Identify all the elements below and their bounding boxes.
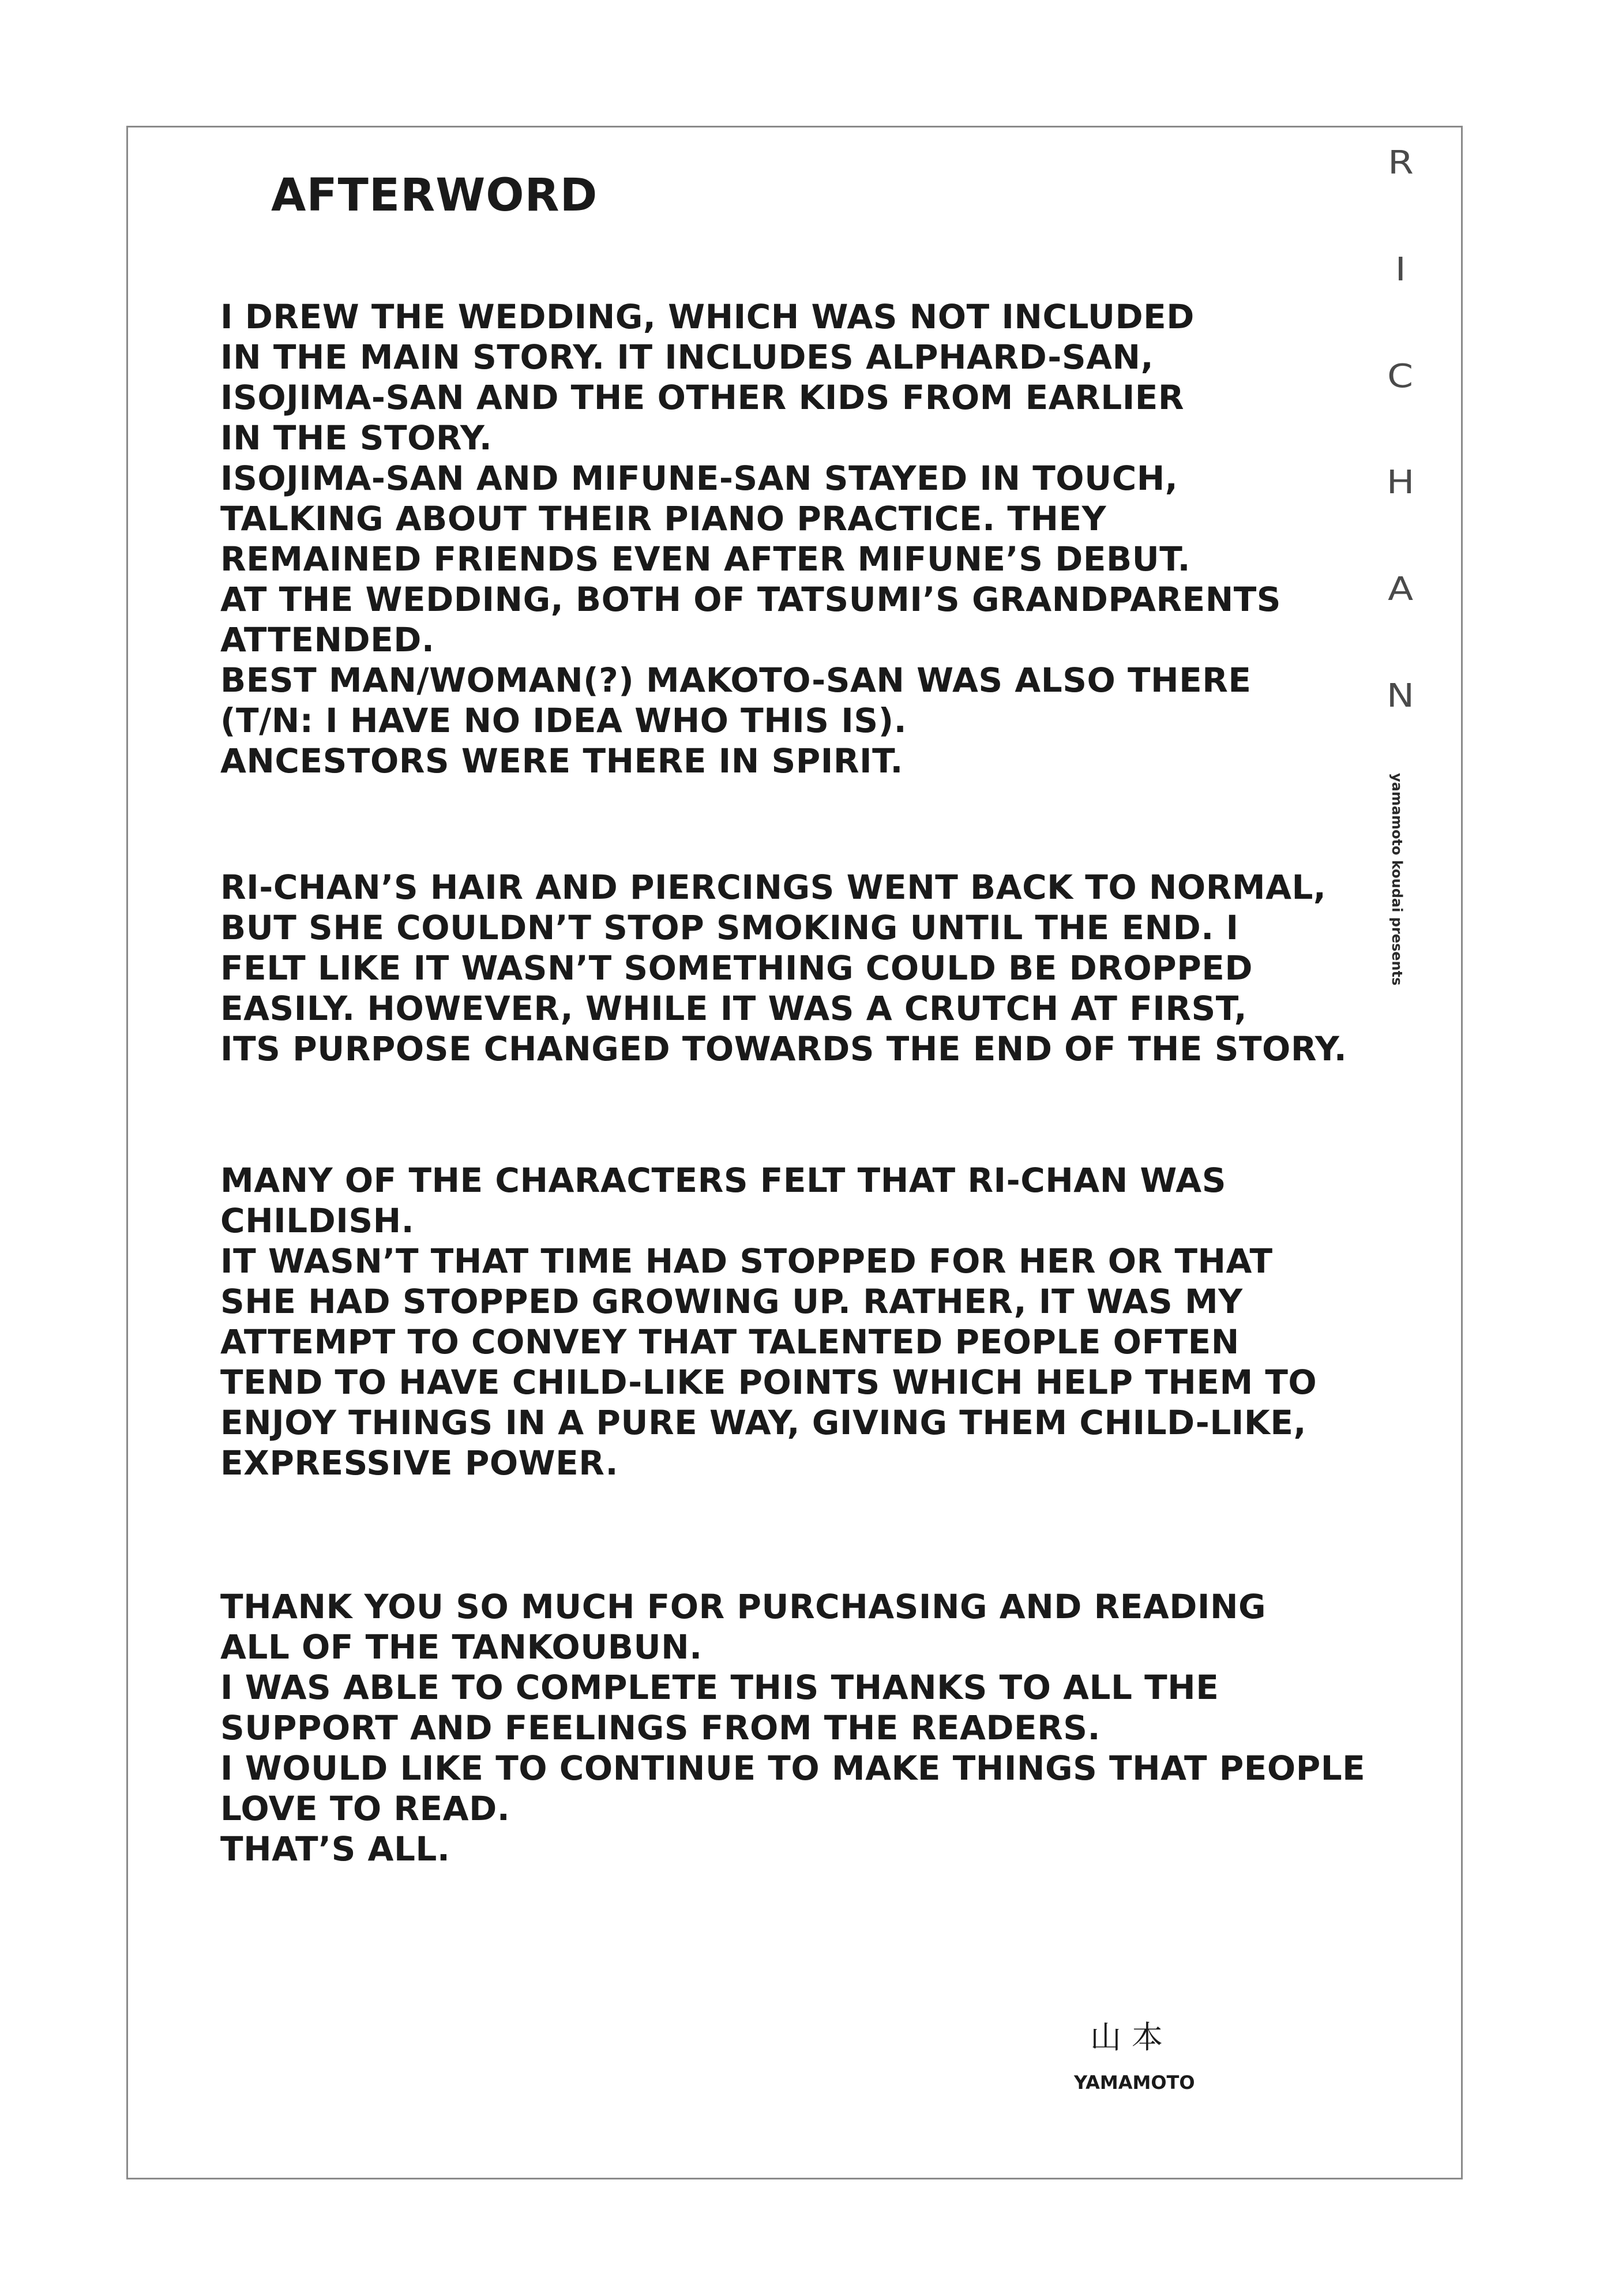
signature-japanese: 山本 [1090,2019,1173,2055]
side-title-letter: N [1386,677,1415,715]
text-line: LOVE TO READ. [220,1789,510,1828]
text-line: EASILY. HOWEVER, WHILE IT WAS A CRUTCH AT FIRST, [220,989,1248,1028]
paragraph-childish [220,1160,1317,1483]
text-line: IT WASN’T THAT TIME HAD STOPPED FOR HER OR THAT [220,1241,1273,1281]
text-line: IN THE STORY. [220,418,493,457]
text-line: (T/N: I HAVE NO IDEA WHO THIS IS). [220,701,907,740]
text-line: RI-CHAN’S HAIR AND PIERCINGS WENT BACK TO NORMAL, [220,868,1327,907]
text-line: REMAINED FRIENDS EVEN AFTER MIFUNE’S DEBUT. [220,539,1191,579]
text-line: THAT’S ALL. [220,1829,450,1869]
text-line: EXPRESSIVE POWER. [220,1443,619,1483]
side-title-letter: I [1395,250,1406,288]
side-title-letter: A [1387,571,1414,609]
text-line: ITS PURPOSE CHANGED TOWARDS THE END OF THE STORY. [220,1029,1347,1068]
text-line: ALL OF THE TANKOUBUN. [220,1627,703,1667]
text-line: IN THE MAIN STORY. IT INCLUDES ALPHARD-SAN, [220,337,1154,377]
text-line: I WOULD LIKE TO CONTINUE TO MAKE THINGS THAT PEOPLE [220,1749,1366,1788]
side-title-letter: R [1387,144,1414,182]
text-line: TALKING ABOUT THEIR PIANO PRACTICE. THEY [220,499,1107,538]
afterword-title: AFTERWORD [271,170,598,222]
text-line: THANK YOU SO MUCH FOR PURCHASING AND READING [220,1587,1267,1626]
text-line: ISOJIMA-SAN AND THE OTHER KIDS FROM EARLIER [220,378,1185,417]
side-title-letter: H [1386,464,1415,502]
signature-romaji: YAMAMOTO [1074,2072,1195,2094]
text-line: AT THE WEDDING, BOTH OF TATSUMI’S GRANDPARENTS [220,580,1282,619]
text-line: ATTEMPT TO CONVEY THAT TALENTED PEOPLE OFTEN [220,1322,1240,1361]
text-line: MANY OF THE CHARACTERS FELT THAT RI-CHAN WAS [220,1161,1226,1200]
text-line: SUPPORT AND FEELINGS FROM THE READERS. [220,1708,1101,1747]
paragraph-wedding [220,297,1281,781]
paragraph-smoking [220,867,1347,1069]
text-line: SHE HAD STOPPED GROWING UP. RATHER, IT WAS MY [220,1282,1243,1321]
text-line: ATTENDED. [220,620,435,659]
text-line: ENJOY THINGS IN A PURE WAY, GIVING THEM CHILD-LIKE, [220,1403,1306,1442]
side-title-richan [1380,144,1421,715]
text-line: ISOJIMA-SAN AND MIFUNE-SAN STAYED IN TOUCH, [220,459,1178,498]
text-line: BUT SHE COULDN’T STOP SMOKING UNTIL THE END. I [220,908,1239,947]
text-line: FELT LIKE IT WASN’T SOMETHING COULD BE DROPPED [220,948,1253,988]
side-title-letter: C [1387,357,1414,395]
side-credit: yamamoto koudai presents [1389,773,1405,986]
paragraph-thanks [220,1586,1365,1869]
text-line: ANCESTORS WERE THERE IN SPIRIT. [220,741,903,781]
text-line: TEND TO HAVE CHILD-LIKE POINTS WHICH HELP THEM TO [220,1363,1317,1402]
text-line: BEST MAN/WOMAN(?) MAKOTO-SAN WAS ALSO THERE [220,661,1252,700]
text-line: CHILDISH. [220,1201,415,1240]
text-line: I DREW THE WEDDING, WHICH WAS NOT INCLUDED [220,297,1195,336]
text-line: I WAS ABLE TO COMPLETE THIS THANKS TO ALL THE [220,1668,1219,1707]
